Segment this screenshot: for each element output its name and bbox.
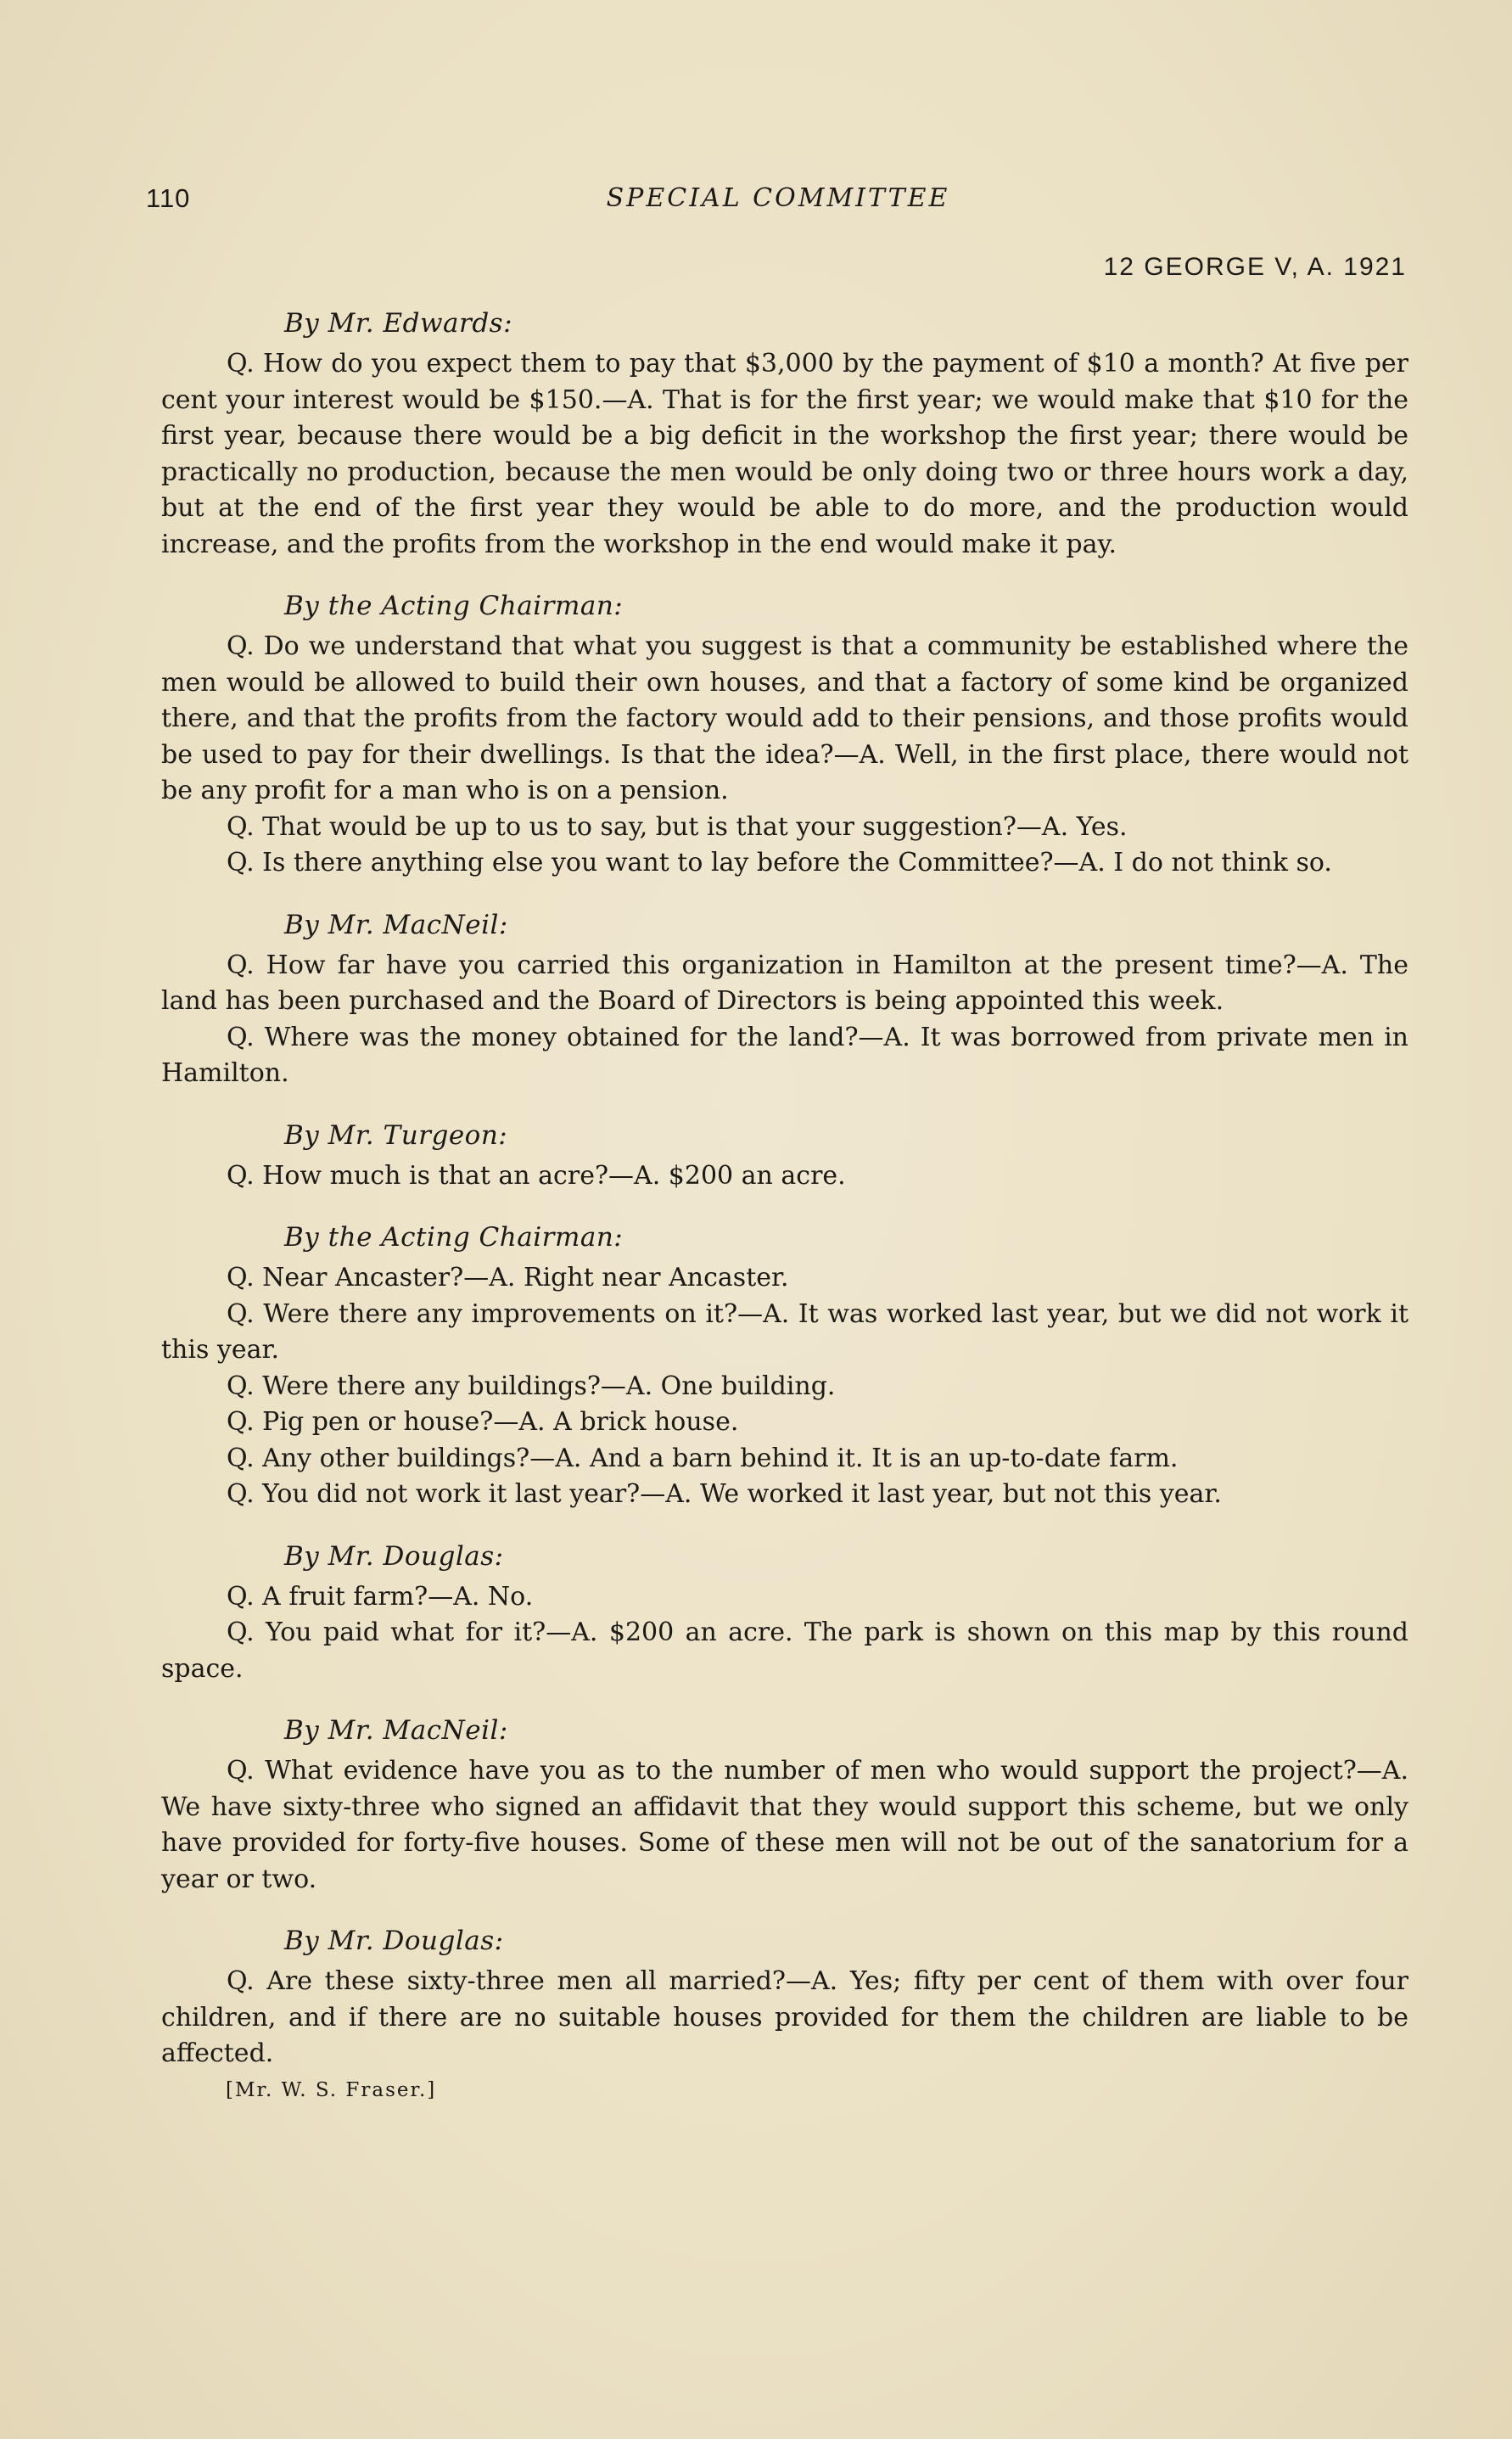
session-label: 12 GEORGE V, A. 1921 — [1103, 253, 1407, 281]
speaker-heading: By Mr. Douglas: — [284, 1540, 504, 1572]
exchange-section — [161, 1539, 1408, 1688]
running-title: SPECIAL COMMITTEE — [606, 183, 950, 213]
question-answer: Q. Pig pen or house?—A. A brick house. — [227, 1407, 739, 1437]
question-answer: Q. Is there anything else you want to lay before the Committee?—A. I do not think so. — [227, 848, 1332, 877]
question-answer: Q. What evidence have you as to the number of men who would support the project?—A. We have sixty-three who signed an affidavit that they would support this scheme, but we only have provided for forty-five houses. Some of these men will not be out of the sanatorium for a year or two. — [161, 1756, 1408, 1894]
question-answer: Q. That would be up to us to say, but is that your suggestion?—A. Yes. — [227, 811, 1128, 842]
question-answer: Q. Were there any buildings?—A. One building. — [227, 1371, 836, 1401]
exchange-section — [161, 1923, 1408, 2101]
question-answer: Q. Near Ancaster?—A. Right near Ancaster. — [227, 1263, 789, 1292]
page-number: 110 — [146, 183, 191, 213]
exchange-section — [161, 1220, 1408, 1513]
exchange-section — [161, 1713, 1408, 1898]
exchange-section — [161, 588, 1408, 882]
speaker-heading: By Mr. MacNeil: — [284, 909, 508, 940]
question-answer: Q. Any other buildings?—A. And a barn behind it. It is an up-to-date farm. — [227, 1443, 1179, 1473]
exchange-section — [161, 907, 1408, 1092]
question-answer: Q. Where was the money obtained for the land?—A. It was borrowed from private men in Hamilton. — [161, 1022, 1408, 1088]
question-answer: Q. A fruit farm?—A. No. — [227, 1581, 534, 1612]
page-header — [146, 183, 1410, 221]
speaker-heading: By Mr. Edwards: — [284, 308, 513, 339]
speaker-heading: By the Acting Chairman: — [284, 1222, 624, 1253]
exchange-section — [161, 306, 1408, 563]
question-answer: Q. How far have you carried this organization in Hamilton at the present time?—A. The land has been purchased and the Board of Directors is being appointed this week. — [161, 950, 1408, 1016]
question-answer: Q. Were there any improvements on it?—A. It was worked last year, but we did not work it this year. — [161, 1298, 1408, 1365]
question-answer: Q. Are these sixty-three men all married?—A. Yes; fifty per cent of them with over four children, and if there are no suitable houses provided for them the children are liable to be affected. — [161, 1966, 1408, 2068]
speaker-heading: By the Acting Chairman: — [284, 591, 624, 621]
question-answer: Q. How do you expect them to pay that $3,000 by the payment of $10 a month? At five per cent your interest would be $150.—A. That is for the first year; we would make that $10 for the first year, because there would be a big deficit in the workshop the first year; there would be practically no production, because the men would be only doing two or three hours work a day, but at the end of the first year they would be able to do more, and the production would increase, and the profits from the workshop in the end would make it pay. — [161, 349, 1408, 559]
speaker-heading: By Mr. Douglas: — [284, 1926, 504, 1956]
speaker-heading: By Mr. MacNeil: — [284, 1715, 508, 1746]
exchange-section — [161, 1118, 1408, 1195]
question-answer: Q. You did not work it last year?—A. We worked it last year, but not this year. — [227, 1479, 1222, 1509]
transcript-body — [161, 306, 1408, 2101]
question-answer: Q. You paid what for it?—A. $200 an acre. The park is shown on this map by this round space. — [161, 1618, 1408, 1684]
question-answer: Q. Do we understand that what you suggest is that a community be established where the men would be allowed to build their own houses, and that a factory of some kind be organized there, and that the profits from the factory would add to their pensions, and those profits would be used to pay for their dwellings. Is that the idea?—A. Well, in the first place, there would not be any profit for a man who is on a pension. — [161, 631, 1408, 805]
witness-signature: [Mr. W. S. Fraser.] — [226, 2078, 437, 2101]
speaker-heading: By Mr. Turgeon: — [284, 1119, 508, 1151]
question-answer: Q. How much is that an acre?—A. $200 an acre. — [227, 1160, 846, 1191]
